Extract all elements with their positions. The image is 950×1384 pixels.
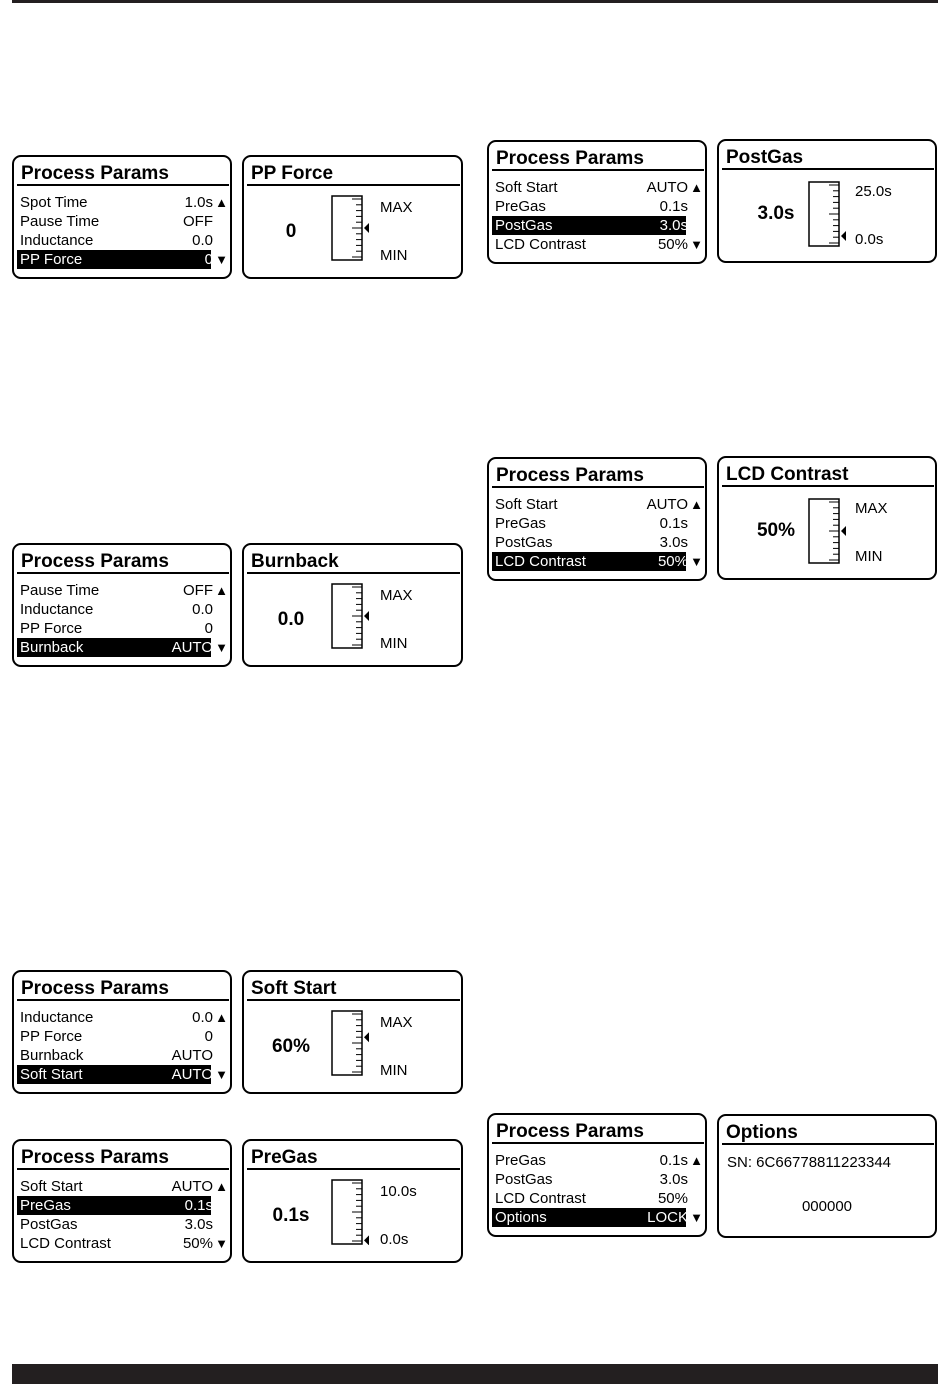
param-row-selected[interactable]: [492, 552, 705, 571]
param-row[interactable]: [492, 514, 705, 533]
gauge-max-label: MAX: [380, 1014, 413, 1031]
scroll-up-icon: ▲: [215, 1010, 228, 1025]
screen-title: Process Params: [492, 1119, 704, 1144]
scroll-up-icon: ▲: [215, 583, 228, 598]
param-label: LCD Contrast: [495, 236, 586, 253]
screen-title: Process Params: [17, 976, 229, 1001]
burnback-screen: [242, 543, 463, 667]
param-row[interactable]: [17, 231, 230, 250]
pregas-screen: [242, 1139, 463, 1263]
param-row[interactable]: [17, 1046, 230, 1065]
screen-title: Process Params: [17, 1145, 229, 1170]
screen-title: LCD Contrast: [722, 462, 934, 487]
param-row[interactable]: [17, 581, 230, 600]
param-label: Inductance: [20, 232, 94, 249]
param-value: AUTO: [646, 179, 688, 196]
param-value: 50%: [657, 553, 688, 570]
param-label: PP Force: [20, 251, 83, 268]
param-label: Soft Start: [20, 1066, 83, 1083]
param-label: Options: [495, 1209, 547, 1226]
param-value: 3.0s: [659, 1171, 688, 1188]
param-label: Soft Start: [20, 1178, 83, 1195]
postgas-screen: [717, 139, 937, 263]
gauge-min-label: 0.0s: [380, 1231, 409, 1248]
scroll-up-icon: ▲: [215, 195, 228, 210]
param-row[interactable]: [17, 193, 230, 212]
param-list: [17, 581, 230, 657]
scroll-up-icon: ▲: [690, 497, 703, 512]
param-value: OFF: [183, 582, 213, 599]
param-label: PP Force: [20, 620, 83, 637]
param-value: AUTO: [171, 1178, 213, 1195]
param-list: [492, 178, 705, 254]
param-value: OFF: [183, 213, 213, 230]
screen-title: Process Params: [17, 549, 229, 574]
param-row-selected[interactable]: [17, 638, 230, 657]
param-value: LOCK: [647, 1209, 688, 1226]
screen-title: PP Force: [247, 161, 460, 186]
param-value: AUTO: [171, 1066, 213, 1083]
param-value: 50%: [657, 236, 688, 253]
screen-title: Burnback: [247, 549, 460, 574]
param-label: PostGas: [495, 217, 553, 234]
soft-start-screen: [242, 970, 463, 1094]
param-row-selected[interactable]: [492, 216, 705, 235]
gauge-max-label: MAX: [855, 500, 888, 517]
gauge-min-label: MIN: [855, 548, 883, 565]
param-label: PP Force: [20, 1028, 83, 1045]
param-label: PreGas: [495, 198, 546, 215]
param-value: AUTO: [171, 639, 213, 656]
param-row[interactable]: [492, 197, 705, 216]
process-params-screen: [12, 970, 232, 1094]
serial-number: SN: 6C66778811223344: [727, 1154, 892, 1171]
param-list: [492, 495, 705, 571]
param-row[interactable]: [492, 235, 705, 254]
param-value: 3.0s: [184, 1216, 213, 1233]
param-label: Inductance: [20, 1009, 94, 1026]
param-row[interactable]: [492, 1151, 705, 1170]
process-params-screen: [12, 1139, 232, 1263]
gauge-min-label: MIN: [380, 247, 408, 264]
param-row[interactable]: [492, 495, 705, 514]
param-value: 0.1s: [659, 198, 688, 215]
screen-title: Process Params: [492, 146, 704, 171]
scroll-down-icon: ▼: [690, 554, 703, 569]
param-value: 0: [204, 620, 213, 637]
gauge-max-label: 10.0s: [380, 1183, 417, 1200]
param-label: Burnback: [20, 1047, 84, 1064]
bottom-bar: [12, 1364, 938, 1384]
param-row[interactable]: [17, 1027, 230, 1046]
gauge-max-label: 25.0s: [855, 183, 892, 200]
param-row-selected[interactable]: [17, 250, 230, 269]
param-value: 0.1s: [659, 1152, 688, 1169]
param-row[interactable]: [492, 178, 705, 197]
gauge-max-label: MAX: [380, 587, 413, 604]
param-value: 50%: [182, 1235, 213, 1252]
scroll-up-icon: ▲: [215, 1179, 228, 1194]
param-label: Soft Start: [495, 496, 558, 513]
current-value: 0: [285, 221, 297, 242]
param-row[interactable]: [492, 1170, 705, 1189]
param-row[interactable]: [17, 619, 230, 638]
scroll-up-icon: ▲: [690, 180, 703, 195]
param-label: LCD Contrast: [20, 1235, 111, 1252]
level-pointer-icon: [364, 1235, 369, 1245]
param-value: 0.1s: [184, 1197, 213, 1214]
param-label: Inductance: [20, 601, 94, 618]
param-row[interactable]: [17, 212, 230, 231]
screen-title: Options: [722, 1120, 934, 1145]
param-list: [17, 1008, 230, 1084]
level-pointer-icon: [364, 611, 369, 621]
param-row-selected[interactable]: [17, 1196, 230, 1215]
screen-title: Process Params: [492, 463, 704, 488]
param-value: 0: [204, 251, 213, 268]
screen-title: Soft Start: [247, 976, 460, 1001]
top-rule: [12, 0, 938, 3]
scroll-up-icon: ▲: [690, 1153, 703, 1168]
param-label: LCD Contrast: [495, 553, 586, 570]
param-label: Spot Time: [20, 194, 88, 211]
param-label: Pause Time: [20, 582, 100, 599]
param-value: 3.0s: [659, 217, 688, 234]
param-list: [17, 1177, 230, 1253]
screen-title: PostGas: [722, 145, 934, 170]
process-params-screen: [12, 155, 232, 279]
gauge-min-label: 0.0s: [855, 231, 884, 248]
param-label: Burnback: [20, 639, 84, 656]
param-row[interactable]: [17, 1177, 230, 1196]
scroll-down-icon: ▼: [215, 1067, 228, 1082]
current-value: 0.0: [277, 609, 305, 630]
process-params-screen: [487, 140, 707, 264]
scroll-down-icon: ▼: [690, 237, 703, 252]
scroll-down-icon: ▼: [690, 1210, 703, 1225]
param-value: 0.0: [192, 1009, 213, 1026]
current-value: 50%: [756, 520, 796, 541]
param-value: AUTO: [646, 496, 688, 513]
param-row[interactable]: [17, 1234, 230, 1253]
param-label: PreGas: [20, 1197, 71, 1214]
process-params-screen: [12, 543, 232, 667]
param-row-selected[interactable]: [492, 1208, 705, 1227]
pp-force-screen: [242, 155, 463, 279]
gauge-max-label: MAX: [380, 199, 413, 216]
param-value: 50%: [657, 1190, 688, 1207]
gauge-min-label: MIN: [380, 1062, 408, 1079]
param-row[interactable]: [492, 533, 705, 552]
param-label: PreGas: [495, 515, 546, 532]
param-row[interactable]: [17, 1215, 230, 1234]
param-value: 0.0: [192, 232, 213, 249]
param-label: PreGas: [495, 1152, 546, 1169]
level-pointer-icon: [841, 526, 846, 536]
param-value: 0: [204, 1028, 213, 1045]
current-value: 3.0s: [757, 203, 795, 224]
lcd-contrast-screen: [717, 456, 937, 580]
param-value: AUTO: [171, 1047, 213, 1064]
param-label: PostGas: [495, 1171, 553, 1188]
param-label: PostGas: [495, 534, 553, 551]
param-value: 1.0s: [184, 194, 213, 211]
param-label: Pause Time: [20, 213, 100, 230]
process-params-screen: [487, 1113, 707, 1237]
current-value: 0.1s: [272, 1205, 310, 1226]
gauge-min-label: MIN: [380, 635, 408, 652]
param-row[interactable]: [17, 1008, 230, 1027]
scroll-down-icon: ▼: [215, 252, 228, 267]
screen-title: Process Params: [17, 161, 229, 186]
param-value: 0.1s: [659, 515, 688, 532]
process-params-screen: [487, 457, 707, 581]
param-label: LCD Contrast: [495, 1190, 586, 1207]
param-value: 0.0: [192, 601, 213, 618]
param-label: PostGas: [20, 1216, 78, 1233]
scroll-down-icon: ▼: [215, 640, 228, 655]
level-pointer-icon: [841, 231, 846, 241]
level-pointer-icon: [364, 223, 369, 233]
param-label: Soft Start: [495, 179, 558, 196]
current-value: 60%: [271, 1036, 311, 1057]
param-row[interactable]: [492, 1189, 705, 1208]
options-screen: [717, 1114, 937, 1238]
screen-title: PreGas: [247, 1145, 460, 1170]
param-row[interactable]: [17, 600, 230, 619]
param-value: 3.0s: [659, 534, 688, 551]
scroll-down-icon: ▼: [215, 1236, 228, 1251]
param-list: [17, 193, 230, 269]
unlock-code-field[interactable]: 000000: [801, 1198, 853, 1215]
level-pointer-icon: [364, 1032, 369, 1042]
param-list: [492, 1151, 705, 1227]
param-row-selected[interactable]: [17, 1065, 230, 1084]
